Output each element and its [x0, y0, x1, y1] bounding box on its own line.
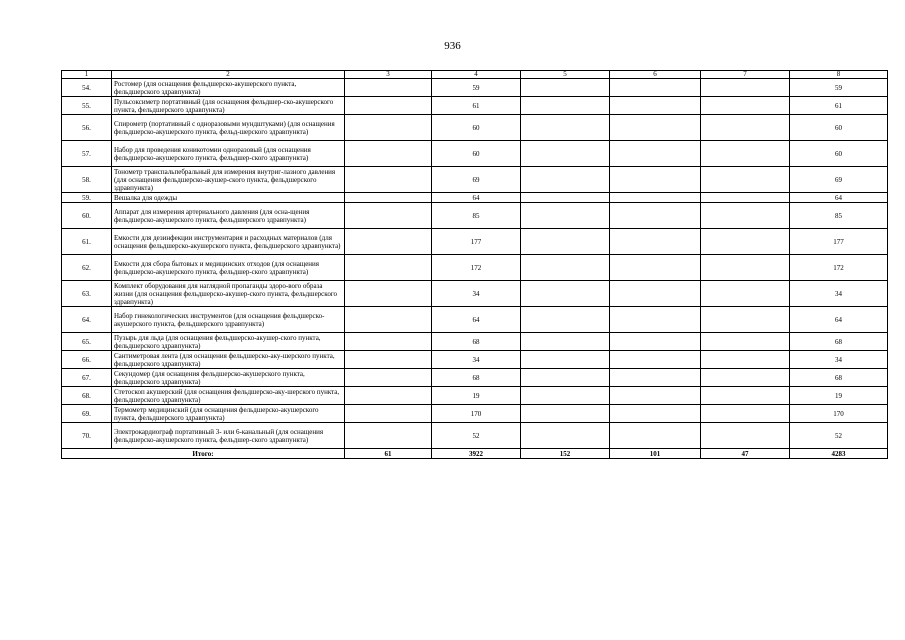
- row-number: 67.: [62, 369, 112, 387]
- row-col-6: [610, 255, 701, 281]
- table-row: [62, 423, 888, 449]
- row-number: 64.: [62, 307, 112, 333]
- row-col-4: 34: [432, 281, 521, 307]
- row-col-6: [610, 141, 701, 167]
- column-header: 3: [345, 71, 432, 79]
- row-col-6: [610, 423, 701, 449]
- row-number: 59.: [62, 193, 112, 203]
- table-row: [62, 405, 888, 423]
- column-header: 2: [112, 71, 345, 79]
- row-col-5: [521, 97, 610, 115]
- row-col-5: [521, 141, 610, 167]
- row-col-7: [701, 405, 790, 423]
- row-col-3: [345, 79, 432, 97]
- row-col-3: [345, 141, 432, 167]
- row-col-4: 34: [432, 351, 521, 369]
- row-col-6: [610, 79, 701, 97]
- row-col-7: [701, 333, 790, 351]
- total-label: Итого:: [62, 449, 345, 459]
- row-number: 58.: [62, 167, 112, 193]
- row-col-4: 170: [432, 405, 521, 423]
- column-header: 6: [610, 71, 701, 79]
- row-number: 61.: [62, 229, 112, 255]
- total-col-6: 101: [610, 449, 701, 459]
- table-row: [62, 79, 888, 97]
- row-col-3: [345, 351, 432, 369]
- row-name: Сантиметровая лента (для оснащения фельдшерско-аку-шерского пункта, фельдшерского здравпункта): [112, 351, 345, 369]
- row-name: Пузырь для льда (для оснащения фельдшерско-акушер-ского пункта, фельдшерского здравпункта): [112, 333, 345, 351]
- row-col-3: [345, 229, 432, 255]
- row-name: Комплект оборудования для наглядной пропаганды здоро-вого образа жизни (для оснащения фельдшерско-акушер-ского пункта, фельдшерского здравпункта): [112, 281, 345, 307]
- row-col-7: [701, 387, 790, 405]
- row-col-7: [701, 307, 790, 333]
- row-col-4: 68: [432, 333, 521, 351]
- column-number-row: [62, 71, 888, 79]
- row-name: Вешалка для одежды: [112, 193, 345, 203]
- row-col-8: 19: [790, 387, 888, 405]
- row-col-4: 61: [432, 97, 521, 115]
- row-name: Спирометр (портативный с одноразовыми мундштуками) (для оснащения фельдшерско-акушерского пункта, фельд-шерского здравпункта): [112, 115, 345, 141]
- row-col-5: [521, 229, 610, 255]
- row-col-7: [701, 97, 790, 115]
- row-col-6: [610, 351, 701, 369]
- row-col-7: [701, 281, 790, 307]
- row-col-5: [521, 307, 610, 333]
- table-row: [62, 229, 888, 255]
- row-col-5: [521, 167, 610, 193]
- row-name: Секундомер (для оснащения фельдшерско-акушерского пункта, фельдшерского здравпункта): [112, 369, 345, 387]
- total-col-5: 152: [521, 449, 610, 459]
- row-col-7: [701, 369, 790, 387]
- row-col-5: [521, 351, 610, 369]
- row-col-8: 85: [790, 203, 888, 229]
- table-row: [62, 351, 888, 369]
- row-col-6: [610, 115, 701, 141]
- row-col-3: [345, 97, 432, 115]
- row-number: 60.: [62, 203, 112, 229]
- row-col-7: [701, 203, 790, 229]
- row-col-3: [345, 333, 432, 351]
- row-col-7: [701, 255, 790, 281]
- table-row: [62, 255, 888, 281]
- row-col-7: [701, 115, 790, 141]
- row-col-8: 170: [790, 405, 888, 423]
- row-col-3: [345, 281, 432, 307]
- column-header: 1: [62, 71, 112, 79]
- table-row: [62, 97, 888, 115]
- row-col-8: 69: [790, 167, 888, 193]
- page-number: 936: [444, 40, 461, 52]
- table-row: [62, 203, 888, 229]
- row-col-5: [521, 333, 610, 351]
- row-col-4: 52: [432, 423, 521, 449]
- column-header: 4: [432, 71, 521, 79]
- total-row: [62, 449, 888, 459]
- row-number: 65.: [62, 333, 112, 351]
- row-col-4: 69: [432, 167, 521, 193]
- row-col-6: [610, 167, 701, 193]
- row-name: Термометр медицинский (для оснащения фельдшерско-акушерского пункта, фельдшерского здравпункта): [112, 405, 345, 423]
- row-col-8: 64: [790, 307, 888, 333]
- row-name: Емкости для сбора бытовых и медицинских отходов (для оснащения фельдшерско-акушерского пункта, фельдшер-ского здравпункта): [112, 255, 345, 281]
- row-col-5: [521, 369, 610, 387]
- row-number: 54.: [62, 79, 112, 97]
- row-col-3: [345, 423, 432, 449]
- row-col-4: 60: [432, 115, 521, 141]
- row-col-5: [521, 405, 610, 423]
- row-col-6: [610, 97, 701, 115]
- row-name: Набор гинекологических инструментов (для оснащения фельдшерско-акушерского пункта, фельдшерского здравпункта): [112, 307, 345, 333]
- row-col-4: 172: [432, 255, 521, 281]
- row-name: Аппарат для измерения артериального давления (для осна-щения фельдшерско-акушерского пункта, фельдшерского здравпункта): [112, 203, 345, 229]
- table-row: [62, 141, 888, 167]
- row-col-6: [610, 193, 701, 203]
- column-header: 7: [701, 71, 790, 79]
- total-col-3: 61: [345, 449, 432, 459]
- row-col-4: 64: [432, 193, 521, 203]
- row-col-8: 60: [790, 115, 888, 141]
- row-col-8: 59: [790, 79, 888, 97]
- table-row: [62, 167, 888, 193]
- row-col-4: 68: [432, 369, 521, 387]
- row-col-6: [610, 203, 701, 229]
- total-col-7: 47: [701, 449, 790, 459]
- row-col-5: [521, 281, 610, 307]
- row-col-5: [521, 203, 610, 229]
- row-col-3: [345, 369, 432, 387]
- row-col-7: [701, 193, 790, 203]
- row-col-7: [701, 79, 790, 97]
- row-number: 70.: [62, 423, 112, 449]
- row-col-8: 68: [790, 333, 888, 351]
- row-col-5: [521, 193, 610, 203]
- row-col-8: 61: [790, 97, 888, 115]
- row-col-7: [701, 141, 790, 167]
- row-number: 62.: [62, 255, 112, 281]
- row-col-3: [345, 387, 432, 405]
- row-col-3: [345, 203, 432, 229]
- row-number: 56.: [62, 115, 112, 141]
- row-col-4: 85: [432, 203, 521, 229]
- row-number: 68.: [62, 387, 112, 405]
- row-col-8: 64: [790, 193, 888, 203]
- table-row: [62, 307, 888, 333]
- row-col-8: 34: [790, 351, 888, 369]
- row-col-6: [610, 307, 701, 333]
- row-col-8: 52: [790, 423, 888, 449]
- table-row: [62, 387, 888, 405]
- row-col-8: 177: [790, 229, 888, 255]
- row-col-8: 68: [790, 369, 888, 387]
- column-header: 5: [521, 71, 610, 79]
- row-name: Тонометр транспальпебральный для измерения внутриг-лазного давления (для оснащения фельдшерско-акушер-ского пункта, фельдшерского здравпункта): [112, 167, 345, 193]
- row-number: 57.: [62, 141, 112, 167]
- row-name: Набор для проведения коникотомии одноразовый (для оснащения фельдшерско-акушерского пункта, фельдшер-ского здравпункта): [112, 141, 345, 167]
- row-col-5: [521, 255, 610, 281]
- row-number: 69.: [62, 405, 112, 423]
- row-col-6: [610, 281, 701, 307]
- row-name: Стетоскоп акушерский (для оснащения фельдшерско-аку-шерского пункта, фельдшерского здравпункта): [112, 387, 345, 405]
- table-row: [62, 115, 888, 141]
- row-col-4: 64: [432, 307, 521, 333]
- row-name: Пульсоксиметр портативный (для оснащения фельдшер-ско-акушерского пункта, фельдшерского здравпункта): [112, 97, 345, 115]
- row-col-3: [345, 307, 432, 333]
- row-col-7: [701, 167, 790, 193]
- total-col-8: 4283: [790, 449, 888, 459]
- row-number: 63.: [62, 281, 112, 307]
- row-col-6: [610, 387, 701, 405]
- row-col-6: [610, 333, 701, 351]
- row-number: 66.: [62, 351, 112, 369]
- row-col-4: 177: [432, 229, 521, 255]
- column-header: 8: [790, 71, 888, 79]
- total-col-4: 3922: [432, 449, 521, 459]
- row-col-8: 60: [790, 141, 888, 167]
- row-col-6: [610, 369, 701, 387]
- row-col-5: [521, 115, 610, 141]
- row-col-6: [610, 229, 701, 255]
- row-col-8: 34: [790, 281, 888, 307]
- table-row: [62, 369, 888, 387]
- row-col-3: [345, 115, 432, 141]
- row-col-5: [521, 387, 610, 405]
- table-row: [62, 333, 888, 351]
- row-col-8: 172: [790, 255, 888, 281]
- row-col-5: [521, 423, 610, 449]
- table-row: [62, 281, 888, 307]
- table-row: [62, 193, 888, 203]
- row-number: 55.: [62, 97, 112, 115]
- row-name: Электрокардиограф портативный 3- или 6-канальный (для оснащения фельдшерско-акушерского пункта, фельдшер-ского здравпункта): [112, 423, 345, 449]
- row-col-4: 60: [432, 141, 521, 167]
- row-name: Ростомер (для оснащения фельдшерско-акушерского пункта, фельдшерского здравпункта): [112, 79, 345, 97]
- row-col-3: [345, 405, 432, 423]
- row-col-4: 59: [432, 79, 521, 97]
- row-col-4: 19: [432, 387, 521, 405]
- row-col-3: [345, 167, 432, 193]
- equipment-table: [61, 70, 888, 459]
- row-col-7: [701, 351, 790, 369]
- row-col-3: [345, 255, 432, 281]
- row-col-6: [610, 405, 701, 423]
- row-col-5: [521, 79, 610, 97]
- row-col-7: [701, 423, 790, 449]
- row-col-7: [701, 229, 790, 255]
- row-col-3: [345, 193, 432, 203]
- row-name: Емкости для дезинфекции инструментария и расходных материалов (для оснащения фельдшерско-акушерского пункта, фельдшерского здравпункта): [112, 229, 345, 255]
